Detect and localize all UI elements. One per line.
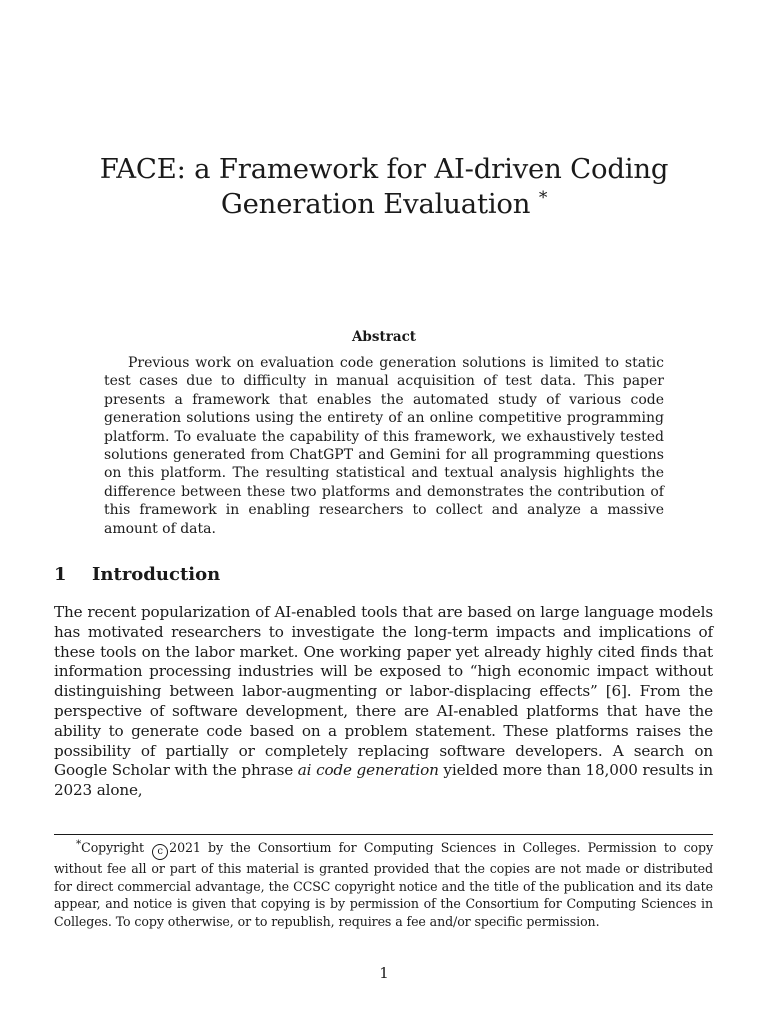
abstract-heading: Abstract [351, 329, 417, 345]
paper-title-line-1: FACE: a Framework for AI-driven Coding [99, 153, 669, 185]
copyright-footnote [54, 836, 713, 930]
introduction-emphasis: ai code generation [297, 761, 439, 780]
title-footnote-mark: * [538, 187, 548, 208]
paper-title [60, 152, 708, 222]
section-heading-introduction [54, 564, 220, 585]
introduction-paragraph [54, 603, 713, 801]
footnote-rule [54, 834, 713, 835]
abstract-text: Previous work on evaluation code generation solutions is limited to static test cases due to difficulty in manual acquisition of test data. This paper presents a framework that enables the automated study of various code generation solutions using the entirety of an online competitive programming platform. To evaluate the capability of this framework, we exhaustively tested solutions generated from ChatGPT and Gemini for all programming questions on this platform. The resulting statistical and textual analysis highlights the difference between these two platforms and demonstrates the contribution of this framework in enabling researchers to collect and analyze a massive amount of data. [104, 355, 664, 537]
section-number: 1 [54, 564, 67, 585]
introduction-text-part-2: yielded more than 18,000 results in 2023 alone, [54, 761, 713, 800]
footnote-prefix: Copyright [81, 840, 152, 856]
paper-title-line-2: Generation Evaluation [220, 188, 531, 220]
footnote-mark: * [76, 838, 82, 850]
introduction-text-part-1: The recent popularization of AI-enabled tools that are based on large language models has motivated researchers to investigate the long-term impacts and implications of these tools on the labor market. One working paper yet already highly cited finds that information processing industries will be exposed to “high economic impact without distinguishing between labor-augmenting or labor-displacing effects” [6]. From the perspective of software development, there are AI-enabled platforms that have the ability to generate code based on a problem statement. These platforms raises the possibility of partially or completely replacing software developers. A search on Google Scholar with the phrase [54, 603, 713, 780]
footnote-text: 2021 by the Consortium for Computing Sciences in Colleges. Permission to copy without fee all or part of this material is granted provided that the copies are not made or distributed for direct commercial advantage, the CCSC copyright notice and the title of the publication and its date appear, and notice is given that copying is by permission of the Consortium for Computing Sciences in Colleges. To copy otherwise, or to republish, requires a fee and/or specific permission. [54, 840, 713, 929]
page-number: 1 [379, 964, 389, 982]
section-title: Introduction [92, 564, 221, 585]
copyright-icon: c [152, 844, 168, 860]
